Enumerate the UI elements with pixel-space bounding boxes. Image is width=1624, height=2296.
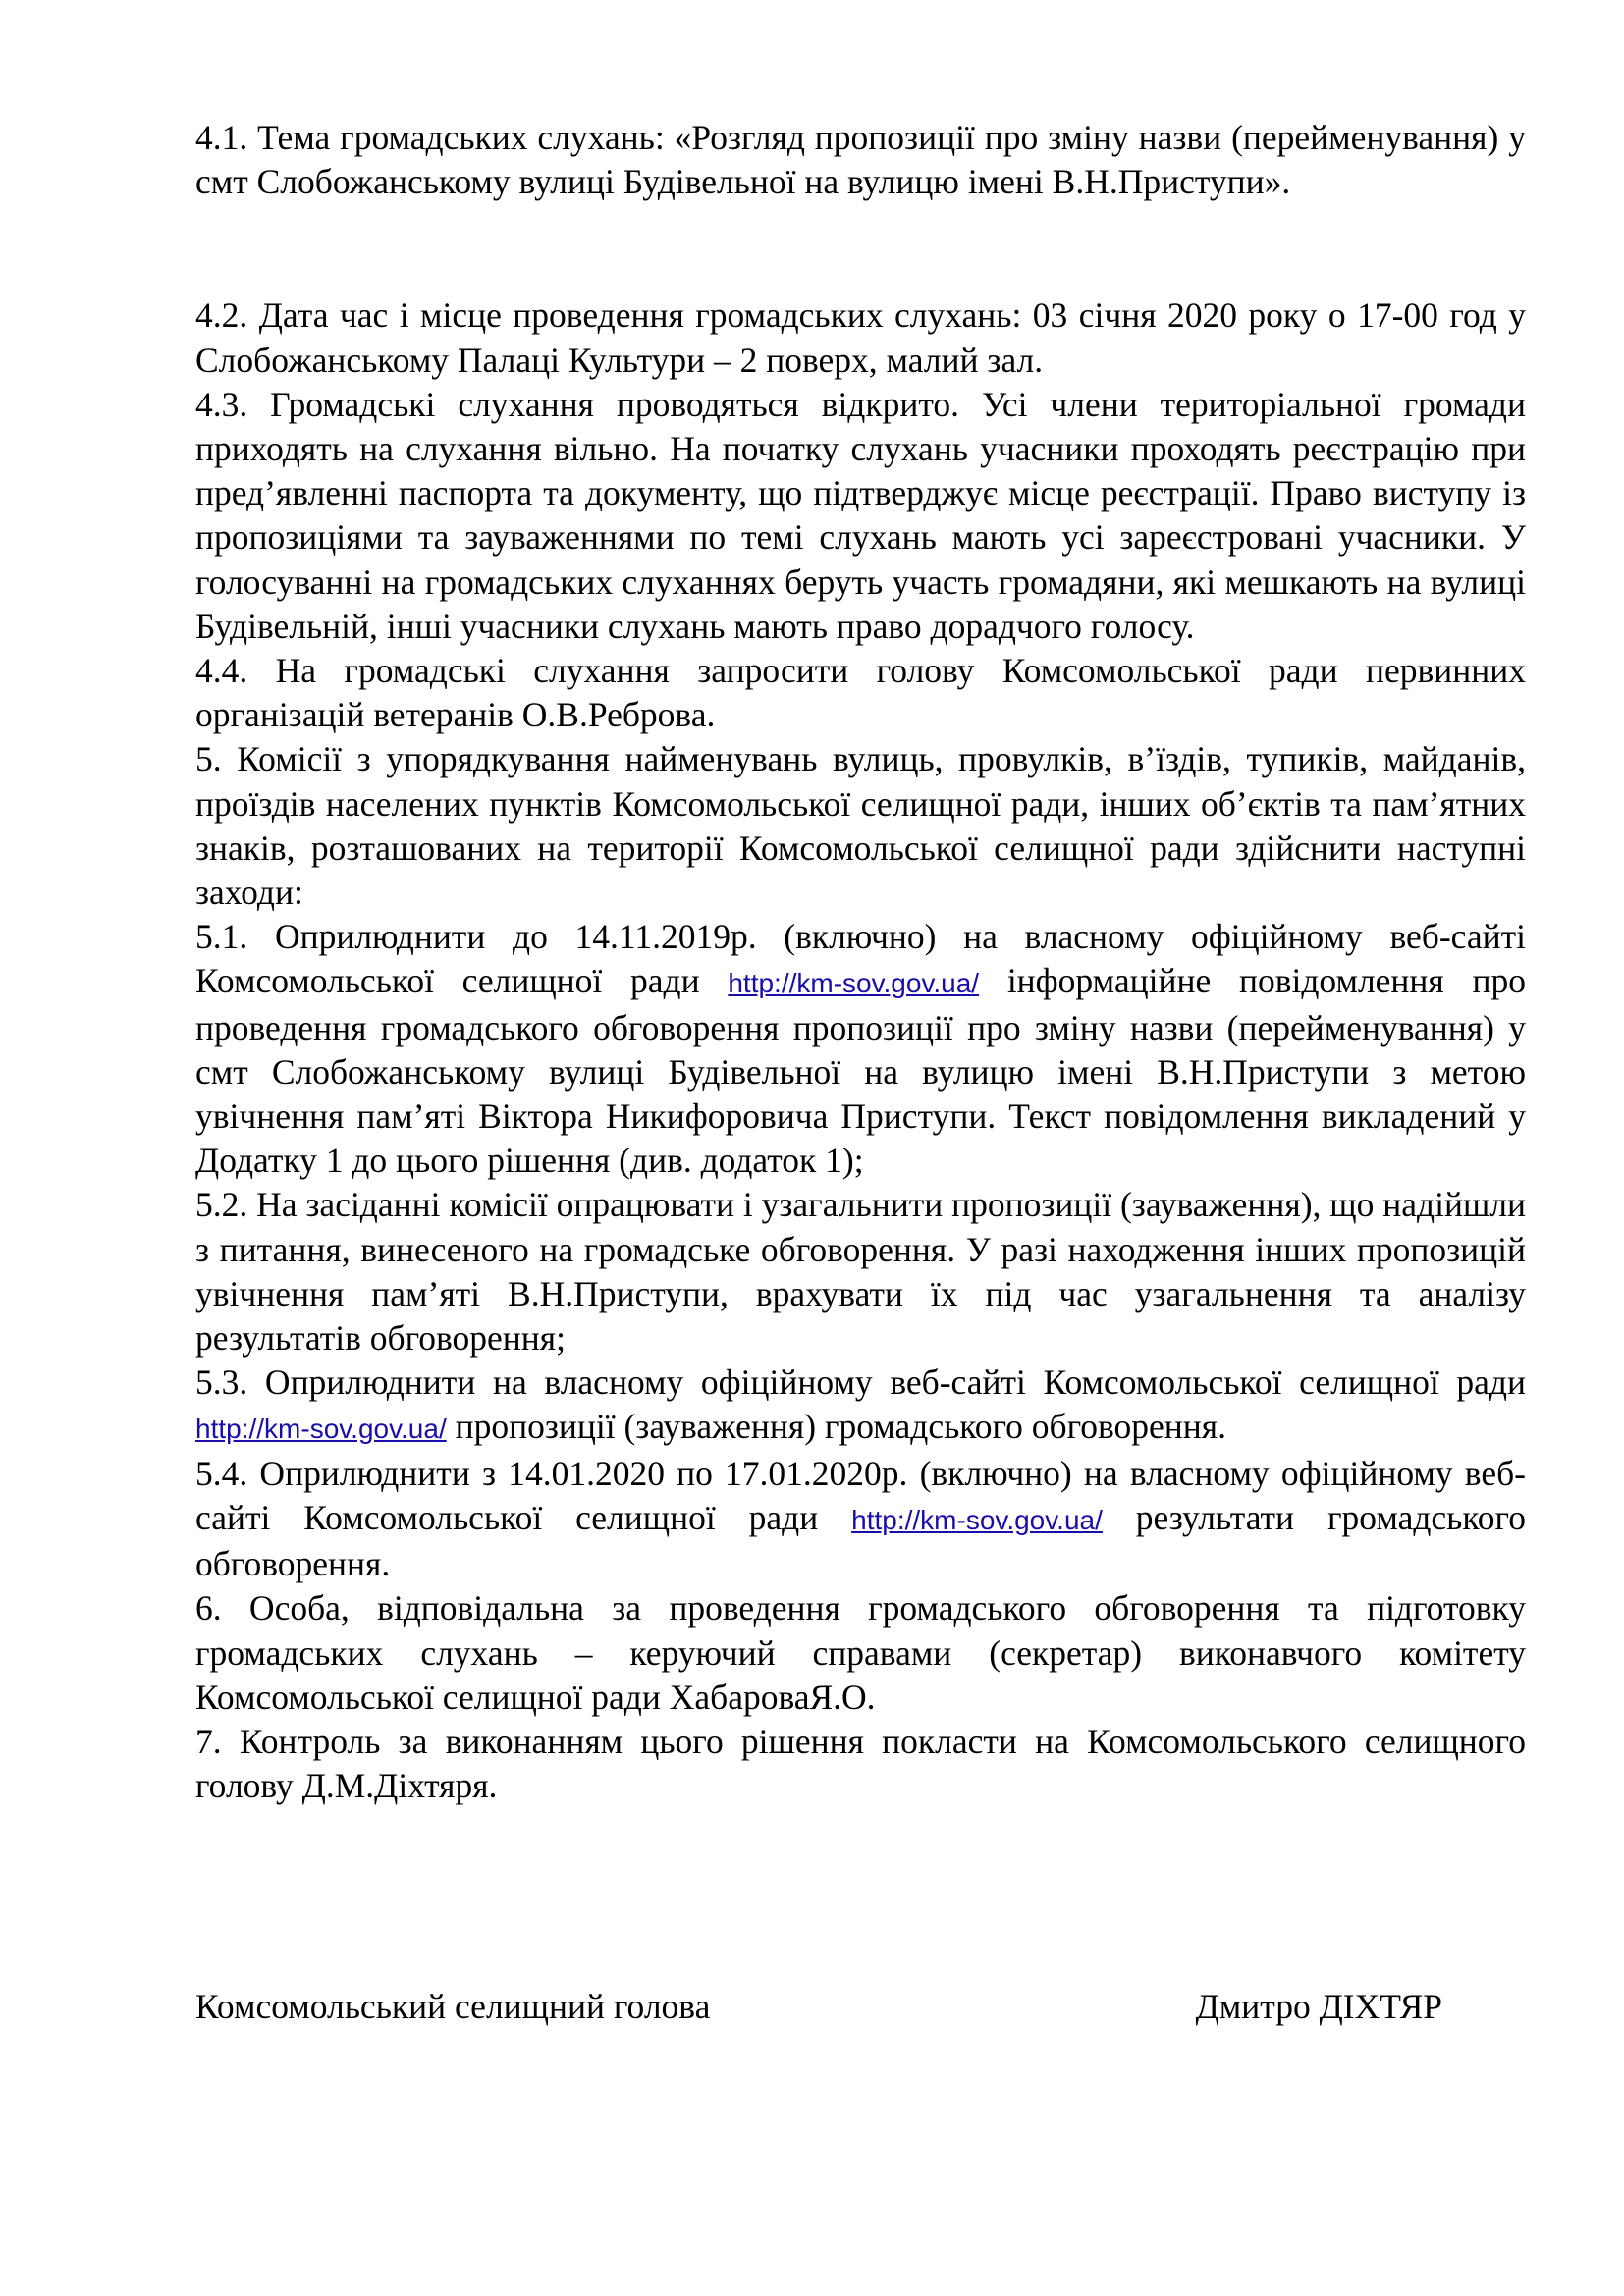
paragraph-5-4 — [195, 1452, 1526, 1587]
paragraph-5: 5. Комісії з упорядкування найменувань вулиць, провулків, в’їздів, тупиків, майданів, проїздів населених пунктів Комсомольської селищної ради, інших об’єктів та пам’ятних знаків, розташованих на території Комсомольської селищної ради здійснити наступні заходи: — [195, 739, 1526, 913]
document-body — [195, 116, 1526, 1808]
paragraph-5-4-text-start: 5.4. Оприлюднити з 14.01.2020 по 17.01.2020р. (включно) на власному офіційному веб-сайті Комсомольської селищної ради — [195, 1453, 1526, 1537]
paragraph-5-1-text-end: інформаційне повідомлення про проведення громадського обговорення пропозиції про зміну назви (перейменування) у смт Слобожанському вулиці Будівельної на вулицю імені В.Н.Приступи з метою увічнення пам’яті Віктора Никифоровича Приступи. Текст повідомлення викладений у Додатку 1 до цього рішення (див. додаток 1); — [195, 961, 1526, 1181]
site-link-5-4[interactable]: http://km-sov.gov.ua/ — [851, 1504, 1103, 1535]
signatory-name: Дмитро ДІХТЯР — [1195, 1987, 1442, 2026]
site-link-5-3[interactable]: http://km-sov.gov.ua/ — [195, 1414, 447, 1445]
site-link-5-1[interactable]: http://km-sov.gov.ua/ — [728, 968, 980, 999]
paragraph-7: 7. Контроль за виконанням цього рішення покласти на Комсомольського селищного голову Д.М.Діхтяря. — [195, 1721, 1526, 1806]
paragraph-4-4: 4.4. На громадські слухання запросити голову Комсомольської ради первинних організацій ветеранів О.В.Реброва. — [195, 651, 1526, 735]
paragraph-5-3 — [195, 1361, 1526, 1451]
paragraph-5-1 — [195, 915, 1526, 1183]
signatory-position: Комсомольський селищний голова — [195, 1987, 711, 2026]
signature-block — [195, 1985, 1442, 2029]
paragraph-gap — [195, 204, 1526, 294]
paragraph-5-3-text-start: 5.3. Оприлюднити на власному офіційному веб-сайті Комсомольської селищної ради — [195, 1362, 1526, 1403]
paragraph-5-2: 5.2. На засіданні комісії опрацювати і узагальнити пропозиції (зауваження), що надійшли з питання, винесеного на громадське обговорення. У разі находження інших пропозицій увічнення пам’яті В.Н.Приступи, врахувати їх під час узагальнення та аналізу результатів обговорення; — [195, 1185, 1526, 1359]
paragraph-4-1: 4.1. Тема громадських слухань: «Розгляд пропозиції про зміну назви (перейменування) у смт Слобожанському вулиці Будівельної на вулицю імені В.Н.Приступи». — [195, 118, 1526, 202]
paragraph-4-3: 4.3. Громадські слухання проводяться відкрито. Усі члени територіальної громади приходять на слухання вільно. На початку слухань учасники проходять реєстрацію при пред’явленні паспорта та документу, що підтверджує місце реєстрації. Право виступу із пропозиціями та зауваженнями по темі слухань мають усі зареєстровані учасники. У голосуванні на громадських слуханнях беруть участь громадяни, які мешкають на вулиці Будівельній, інші учасники слухань мають право дорадчого голосу. — [195, 384, 1526, 646]
paragraph-6: 6. Особа, відповідальна за проведення громадського обговорення та підготовку громадських слухань – керуючий справами (секретар) виконавчого комітету Комсомольської селищної ради ХабароваЯ.О. — [195, 1588, 1526, 1717]
paragraph-4-2: 4.2. Дата час і місце проведення громадських слухань: 03 січня 2020 року о 17-00 год у Слобожанському Палаці Культури – 2 поверх, малий зал. — [195, 295, 1526, 380]
paragraph-5-1-text-start: 5.1. Оприлюднити до 14.11.2019р. (включно) на власному офіційному веб-сайті Комсомольської селищної ради — [195, 917, 1526, 1001]
paragraph-5-3-text-end: пропозиції (зауваження) громадського обговорення. — [446, 1407, 1226, 1447]
paragraph-5-4-text-end: результати громадського обговорення. — [195, 1497, 1526, 1584]
